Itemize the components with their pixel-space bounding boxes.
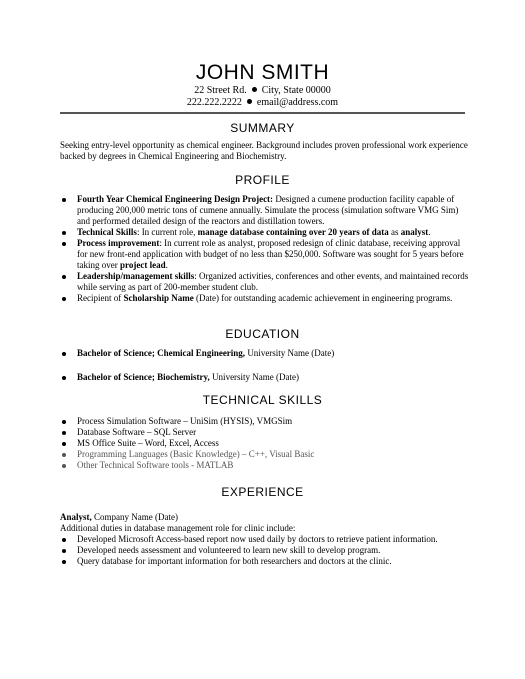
- duty-text: Developed needs assessment and volunteered to learn new skill to develop program.: [77, 545, 381, 555]
- bullet-icon: [62, 198, 66, 202]
- list-item: [60, 293, 470, 304]
- profile-list: [60, 194, 470, 304]
- job-title-line: [60, 512, 470, 523]
- education-list-2: [60, 372, 470, 383]
- experience-heading: EXPERIENCE: [221, 485, 304, 499]
- skill-text: Database Software – SQL Server: [77, 427, 197, 437]
- list-item: [60, 427, 470, 438]
- list-item: [60, 545, 470, 556]
- duty-text: Query database for important information for both researchers and doctors at the clinic.: [77, 556, 392, 566]
- bullet-icon: [62, 549, 66, 553]
- list-item: [60, 227, 470, 238]
- skill-text: Programming Languages (Basic Knowledge) – C++, Visual Basic: [77, 449, 315, 459]
- bullet-icon: [62, 560, 66, 564]
- list-item: [60, 556, 470, 567]
- item-text: .: [165, 260, 168, 270]
- item-bold-text: manage database containing over 20 years of data: [197, 227, 389, 237]
- list-item: [60, 449, 470, 460]
- bullet-icon: [62, 275, 66, 279]
- item-bold-text: project lead: [120, 260, 166, 270]
- bullet-icon: [62, 352, 66, 356]
- summary-text: Seeking entry-level opportunity as chemical engineer. Background includes proven professional work experience backed by degrees in Chemical Engineering and Biochemistry.: [60, 140, 468, 161]
- item-text: Designed a cumene production facility capable of producing 200,000 metric tons of cumene annually. Simulate the process (simulation software VMG Sim) and performed detailed design of the reactors and distillation towers.: [77, 194, 459, 226]
- list-item: [60, 271, 470, 293]
- email-address: email@address.com: [256, 97, 339, 108]
- bullet-icon: [62, 242, 66, 246]
- bullet-icon: [62, 376, 66, 380]
- item-text: : In current role as analyst, proposed redesign of clinic database, receiving approval for new front-end application with budget of no less than $250,000. Software was sought for 5 years before taking over: [77, 238, 464, 270]
- profile-heading: PROFILE: [235, 173, 290, 187]
- item-text: .: [428, 227, 431, 237]
- list-item: [60, 438, 470, 449]
- education-list: [60, 348, 470, 359]
- item-bold-label: Process improvement: [77, 238, 160, 248]
- job-title: Analyst,: [60, 512, 92, 522]
- degree-label: Bachelor of Science; Chemical Engineering,: [77, 348, 246, 358]
- address-city: City, State 00000: [261, 85, 331, 96]
- list-item: [60, 460, 470, 471]
- phone-number: 222.222.2222: [186, 97, 242, 108]
- item-text: (Date) for outstanding academic achievement in engineering programs.: [193, 293, 453, 303]
- technical-skills-list: [60, 416, 470, 471]
- header-divider: [60, 112, 465, 114]
- bullet-icon: [62, 431, 66, 435]
- bullet-icon: [62, 420, 66, 424]
- item-text: : In current role,: [136, 227, 198, 237]
- bullet-icon: [62, 442, 66, 446]
- item-text: as: [388, 227, 401, 237]
- bullet-icon: [62, 231, 66, 235]
- list-item: [60, 416, 470, 427]
- list-item: [60, 348, 470, 359]
- list-item: [60, 238, 470, 271]
- item-bold-label: Leadership/management skills: [77, 271, 195, 281]
- item-bold-label: Fourth Year Chemical Engineering Design Project:: [77, 194, 274, 204]
- address-line: [0, 85, 525, 97]
- education-heading: EDUCATION: [225, 327, 300, 341]
- bullet-separator-icon: [247, 99, 252, 104]
- contact-line: [0, 97, 525, 109]
- degree-label: Bachelor of Science; Biochemistry,: [77, 372, 210, 382]
- list-item: [60, 534, 470, 545]
- item-bold-text: Scholarship Name: [123, 293, 194, 303]
- bullet-icon: [62, 538, 66, 542]
- bullet-separator-icon: [252, 87, 257, 92]
- technical-skills-heading: TECHNICAL SKILLS: [202, 393, 323, 407]
- institution-text: University Name (Date): [245, 348, 335, 358]
- bullet-icon: [62, 297, 66, 301]
- item-text: : Organized activities, conferences and other events, and maintained records while serving as part of 200-member student club.: [77, 271, 469, 292]
- item-bold-text: analyst: [400, 227, 429, 237]
- summary-heading: SUMMARY: [230, 121, 295, 135]
- institution-text: University Name (Date): [209, 372, 300, 382]
- list-item: [60, 194, 470, 227]
- job-intro: Additional duties in database management role for clinic include:: [60, 523, 296, 533]
- job-company: Company Name (Date): [91, 512, 178, 522]
- list-item: [60, 372, 470, 383]
- skill-text: Process Simulation Software – UniSim (HYSIS), VMGSim: [77, 416, 293, 426]
- duty-text: Developed Microsoft Access-based report now used daily by doctors to retrieve patient information.: [77, 534, 438, 544]
- item-bold-label: Technical Skills: [77, 227, 137, 237]
- skill-text: Other Technical Software tools - MATLAB: [77, 460, 234, 470]
- candidate-name: JOHN SMITH: [195, 61, 330, 84]
- skill-text: MS Office Suite – Word, Excel, Access: [77, 438, 219, 448]
- item-text: Recipient of: [77, 293, 124, 303]
- experience-list: [60, 534, 470, 567]
- bullet-icon: [62, 464, 66, 468]
- bullet-icon: [62, 453, 66, 457]
- address-street: 22 Street Rd.: [194, 85, 247, 96]
